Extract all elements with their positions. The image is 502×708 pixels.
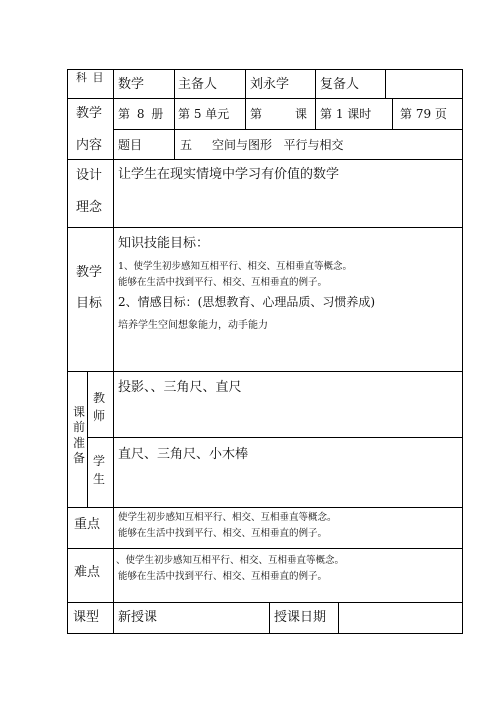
prep-label-char-3: 准	[73, 436, 86, 450]
subject-value: 数学	[118, 77, 145, 92]
knowledge-goal-line2: 能够在生活中找到平行、相交、互相垂直的例子。	[118, 277, 328, 288]
lead-preparer-name: 刘永学	[250, 77, 290, 92]
goals-label-line1: 教学	[76, 265, 103, 280]
col-line-r2-d	[392, 98, 393, 129]
key-point-line1: 使学生初步感知互相平行、相交、互相垂直等概念。	[118, 512, 337, 523]
row-line-top	[67, 69, 463, 70]
goals-label-line2: 目标	[76, 296, 103, 311]
teacher-label-char-2: 师	[93, 409, 106, 423]
difficulty-label: 难点	[74, 565, 101, 580]
review-preparer-label: 复备人	[320, 77, 360, 92]
row-line-4	[67, 227, 463, 228]
col-line-left	[67, 69, 68, 634]
lead-preparer-label: 主备人	[178, 77, 218, 92]
student-materials: 直尺、三角尺、小木棒	[118, 447, 249, 462]
teacher-materials: 投影、、三角尺、直尺	[118, 380, 242, 395]
unit-number: 第 5 单元	[178, 107, 230, 121]
page-number: 第 79 页	[400, 107, 447, 121]
col-line-label-lower	[113, 371, 114, 633]
lesson-suffix: 课	[295, 107, 308, 121]
topic-label: 题目	[118, 138, 143, 152]
row-line-bottom	[67, 633, 463, 634]
student-label-char-2: 生	[93, 472, 106, 486]
difficulty-line2: 能够在生活中找到平行、相交、互相垂直的例子。	[118, 571, 328, 582]
key-point-line2: 能够在生活中找到平行、相交、互相垂直的例子。	[118, 528, 328, 539]
design-concept-text: 让学生在现实情境中学习有价值的数学	[118, 167, 340, 182]
prep-label-char-4: 备	[73, 451, 86, 465]
row-line-7	[67, 507, 463, 508]
teacher-label-char-1: 教	[93, 391, 106, 405]
col-line-right	[462, 69, 463, 634]
design-label-line1: 设计	[76, 168, 103, 183]
row-line-9	[67, 602, 463, 603]
period-number: 第 1 课时	[320, 107, 372, 121]
content-label-line1: 教学	[76, 106, 103, 121]
col-line-r1-b	[245, 69, 246, 129]
emotion-goal-title: 2、情感目标：(思想教育、心理品质、习惯养成)	[118, 295, 375, 309]
row-line-5	[67, 371, 463, 372]
subject-label: 科 目	[76, 71, 105, 84]
difficulty-line1: 、使学生初步感知互相平行、相交、互相垂直等概念。	[116, 555, 345, 566]
col-line-label	[113, 69, 114, 371]
row-line-1	[67, 98, 463, 99]
col-line-topic	[174, 129, 175, 159]
key-point-label: 重点	[74, 517, 101, 532]
design-label-line2: 理念	[76, 200, 103, 215]
topic-chapter: 五	[180, 138, 193, 152]
col-line-r1-d	[385, 69, 386, 99]
book-volume: 第 8 册	[118, 107, 164, 121]
lesson-type-label: 课型	[73, 610, 100, 625]
prep-label-char-2: 前	[73, 420, 86, 434]
row-line-6	[87, 437, 463, 438]
teaching-date-label: 授课日期	[274, 610, 327, 625]
content-label-line2: 内容	[76, 138, 103, 153]
lesson-type-value: 新授课	[118, 610, 158, 625]
row-line-2	[113, 129, 463, 130]
col-line-type-a	[269, 602, 270, 633]
student-label-char-1: 学	[93, 454, 106, 468]
col-line-type-b	[338, 602, 339, 633]
col-line-r1-c	[315, 69, 316, 129]
topic-title: 空间与图形 平行与相交	[212, 138, 344, 152]
col-line-r1-a	[174, 69, 175, 129]
row-line-8	[67, 548, 463, 549]
knowledge-goal-title: 知识技能目标：	[118, 236, 210, 251]
prep-label-char-1: 课	[73, 405, 86, 419]
col-line-prep-sub	[87, 371, 88, 507]
row-line-3	[67, 159, 463, 160]
lesson-prefix: 第	[250, 107, 263, 121]
emotion-goal-line: 培养学生空间想象能力，动手能力	[118, 320, 268, 331]
knowledge-goal-line1: 1、使学生初步感知互相平行、相交、互相垂直等概念。	[118, 261, 353, 272]
